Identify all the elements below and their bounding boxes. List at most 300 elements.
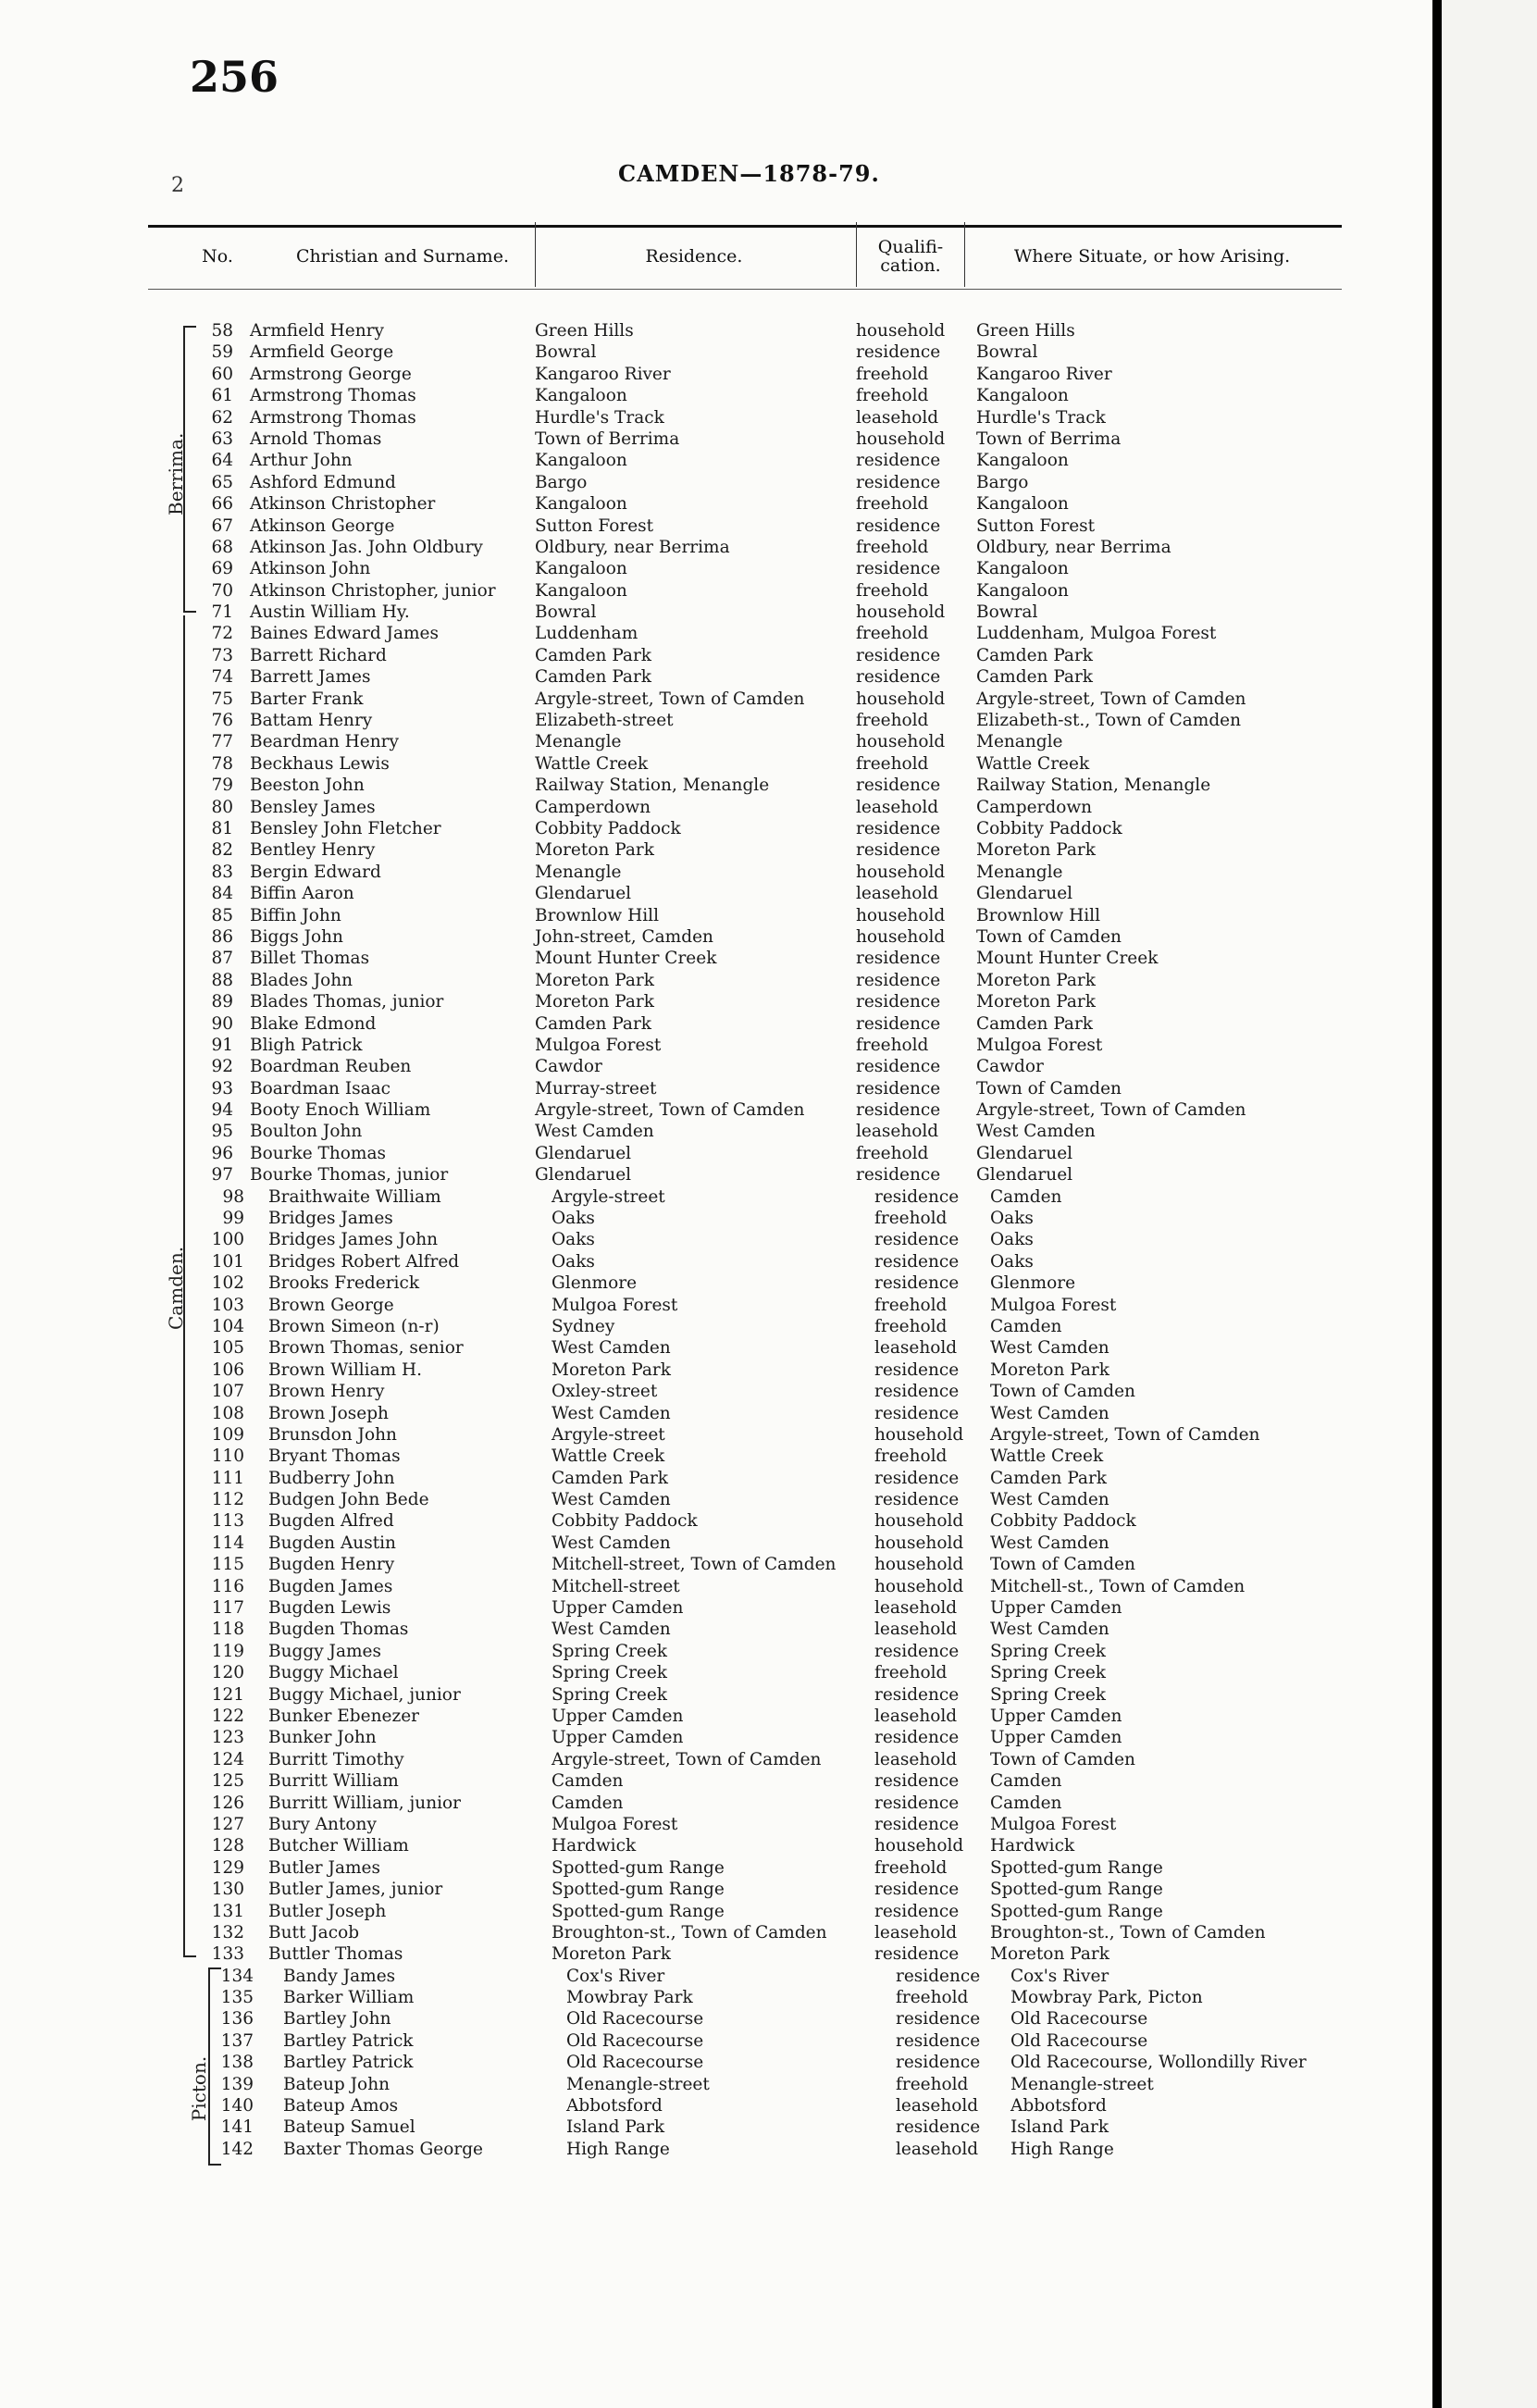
entry-qualification: household [856, 428, 946, 449]
entry-name: Beeston John [250, 776, 365, 796]
entry-where: Camden Park [976, 667, 1094, 688]
entry-name: Brooks Frederick [268, 1273, 420, 1294]
entry-number: 59 [211, 342, 233, 363]
table-row [0, 970, 1432, 991]
entry-number: 123 [211, 1728, 244, 1748]
entry-residence: Menangle [535, 862, 622, 882]
entry-where: Spotted-gum Range [990, 1857, 1163, 1878]
entry-residence: Upper Camden [552, 1707, 684, 1726]
place-label-picton: Picton. [188, 2055, 210, 2122]
entry-residence: Camden Park [552, 1468, 669, 1488]
entry-name: Atkinson George [250, 515, 395, 536]
entry-residence: Glendaruel [535, 1165, 632, 1185]
entry-qualification: residence [856, 1100, 941, 1121]
entry-number: 139 [220, 2074, 254, 2094]
entry-residence: Upper Camden [552, 1728, 684, 1748]
entry-qualification: residence [874, 1230, 960, 1250]
entry-number: 125 [211, 1771, 244, 1792]
entry-number: 90 [211, 1013, 233, 1034]
entry-where: Oaks [990, 1251, 1034, 1272]
table-row [0, 1793, 1432, 1814]
entry-qualification: freehold [856, 494, 929, 515]
table-row [0, 839, 1432, 861]
table-row [0, 818, 1432, 839]
entry-residence: Kangaloon [535, 451, 627, 471]
table-row [0, 1770, 1432, 1792]
adjacent-page-edge [1442, 0, 1537, 2408]
entry-number: 111 [211, 1468, 244, 1488]
entry-name: Armstrong Thomas [250, 407, 416, 428]
entry-where: Camden Park [976, 1013, 1094, 1034]
entry-where: Town of Camden [976, 1078, 1122, 1098]
entry-qualification: residence [874, 1186, 960, 1207]
entry-residence: Spotted-gum Range [552, 1880, 725, 1900]
table-row [0, 862, 1432, 883]
entry-name: Bourke Thomas [250, 1143, 386, 1163]
entry-name: Atkinson Christopher [250, 494, 436, 515]
entry-number: 81 [211, 818, 233, 838]
table-row [0, 1554, 1432, 1575]
entry-name: Bridges Robert Alfred [268, 1251, 460, 1272]
entry-qualification: residence [874, 1382, 960, 1402]
entry-name: Biggs John [250, 926, 343, 947]
table-row [0, 1186, 1432, 1208]
entry-number: 124 [211, 1749, 244, 1769]
entry-qualification: residence [856, 559, 941, 579]
table-row [0, 1099, 1432, 1121]
entry-name: Bartley Patrick [283, 2030, 414, 2051]
entry-residence: Bargo [535, 472, 588, 492]
entry-where: Spotted-gum Range [990, 1901, 1163, 1921]
entry-name: Biffin Aaron [250, 884, 354, 904]
entry-name: Brown Henry [268, 1382, 385, 1402]
entry-number: 87 [211, 949, 233, 969]
entry-residence: Glenmore [552, 1273, 638, 1294]
entry-qualification: residence [856, 451, 941, 471]
table-row [0, 1966, 1432, 1987]
table-row [0, 1208, 1432, 1229]
table-row [0, 537, 1432, 558]
entry-number: 74 [211, 667, 233, 688]
entry-name: Buttler Thomas [268, 1944, 403, 1965]
entry-name: Brown Simeon (n-r) [268, 1316, 440, 1336]
entry-name: Butler Joseph [268, 1901, 387, 1921]
entry-name: Burritt Timothy [268, 1749, 404, 1769]
entry-residence: West Camden [552, 1490, 671, 1510]
entry-where: Kangaloon [976, 386, 1069, 406]
entry-name: Bentley Henry [250, 840, 376, 861]
entry-residence: John-street, Camden [535, 926, 713, 947]
entry-number: 112 [211, 1490, 244, 1510]
table-row [0, 1359, 1432, 1381]
entry-number: 89 [211, 992, 233, 1012]
entry-where: Oaks [990, 1230, 1034, 1250]
entry-name: Arnold Thomas [250, 428, 382, 449]
entry-name: Brown George [268, 1295, 394, 1315]
entry-qualification: residence [874, 1490, 960, 1510]
entry-qualification: household [874, 1511, 964, 1532]
table-row [0, 2095, 1432, 2116]
entry-residence: Mowbray Park [566, 1988, 693, 2008]
table-row [0, 1641, 1432, 1662]
entry-residence: Moreton Park [552, 1359, 671, 1380]
entry-where: Kangaroo River [976, 364, 1112, 384]
entry-qualification: household [874, 1836, 964, 1856]
entry-name: Beardman Henry [250, 732, 399, 752]
entry-number: 61 [211, 386, 233, 406]
entry-residence: Moreton Park [552, 1944, 671, 1965]
entry-residence: West Camden [552, 1403, 671, 1423]
entry-qualification: residence [874, 1793, 960, 1813]
table-row [0, 1489, 1432, 1510]
entry-number: 77 [211, 732, 233, 752]
table-row [0, 883, 1432, 904]
entry-number: 126 [211, 1793, 244, 1813]
entry-where: Hardwick [990, 1836, 1075, 1856]
entry-number: 72 [211, 624, 233, 644]
entry-qualification: residence [856, 970, 941, 990]
entry-name: Austin William Hy. [250, 602, 410, 623]
entry-qualification: leasehold [874, 1922, 958, 1943]
entry-qualification: residence [856, 776, 941, 796]
entry-where: Town of Camden [976, 926, 1122, 947]
entry-where: Bowral [976, 342, 1038, 363]
table-row [0, 1251, 1432, 1272]
table-row [0, 2074, 1432, 2095]
entry-residence: Green Hills [535, 321, 634, 341]
header-no: No. [202, 246, 233, 267]
entry-residence: Kangaloon [535, 494, 627, 515]
entry-residence: Mulgoa Forest [552, 1295, 678, 1315]
entry-where: Oldbury, near Berrima [976, 537, 1171, 557]
entry-name: Bridges James John [268, 1230, 439, 1250]
entry-name: Bateup John [283, 2074, 390, 2094]
table-row [0, 385, 1432, 406]
entry-qualification: leasehold [856, 407, 939, 428]
entry-name: Blades Thomas, junior [250, 992, 444, 1012]
table-row [0, 1381, 1432, 1402]
entry-where: Brownlow Hill [976, 905, 1100, 925]
table-row [0, 926, 1432, 948]
entry-where: Kangaloon [976, 559, 1069, 579]
entry-name: Bourke Thomas, junior [250, 1165, 449, 1185]
entry-qualification: residence [874, 1403, 960, 1423]
entry-number: 118 [211, 1620, 244, 1640]
entry-number: 116 [211, 1576, 244, 1596]
entry-number: 133 [211, 1944, 244, 1965]
entry-name: Budgen John Bede [268, 1490, 429, 1510]
entry-number: 107 [211, 1382, 244, 1402]
entry-qualification: residence [874, 1944, 960, 1965]
entry-name: Bensley James [250, 797, 376, 817]
entry-where: Spring Creek [990, 1663, 1107, 1683]
entry-number: 71 [211, 602, 233, 623]
entry-residence: Menangle [535, 732, 622, 752]
entry-qualification: residence [856, 645, 941, 665]
entry-name: Atkinson Christopher, junior [250, 580, 496, 601]
tick-mark: 2 [171, 174, 184, 197]
entry-name: Bury Antony [268, 1814, 377, 1834]
table-row [0, 2139, 1432, 2160]
entry-residence: Wattle Creek [552, 1446, 665, 1467]
table-row [0, 2008, 1432, 2029]
table-row [0, 1229, 1432, 1250]
entry-where: Elizabeth-st., Town of Camden [976, 711, 1242, 731]
entry-where: Camperdown [976, 797, 1093, 817]
entry-qualification: residence [874, 1771, 960, 1792]
entry-name: Burritt William [268, 1771, 399, 1792]
header-qualification: Qualifi- cation. [877, 237, 944, 276]
table-row [0, 731, 1432, 752]
entry-where: Luddenham, Mulgoa Forest [976, 624, 1217, 644]
entry-where: West Camden [990, 1620, 1109, 1640]
entry-qualification: residence [856, 667, 941, 688]
entry-residence: Kangaloon [535, 580, 627, 601]
entry-qualification: residence [874, 1359, 960, 1380]
entry-name: Baines Edward James [250, 624, 439, 644]
entry-residence: Camden [552, 1793, 624, 1813]
entry-number: 134 [220, 1966, 254, 1986]
entry-qualification: freehold [874, 1446, 948, 1467]
entry-residence: Camden [552, 1771, 624, 1792]
table-row [0, 1814, 1432, 1835]
entry-name: Blake Edmond [250, 1013, 377, 1034]
entry-number: 86 [211, 926, 233, 947]
entry-where: Cawdor [976, 1057, 1044, 1077]
entry-residence: Kangaroo River [535, 364, 671, 384]
entry-residence: Cox's River [566, 1966, 665, 1986]
entry-where: Wattle Creek [976, 753, 1090, 774]
entry-name: Butcher William [268, 1836, 409, 1856]
header-name: Christian and Surname. [296, 246, 509, 267]
table-row [0, 1468, 1432, 1489]
entry-residence: Kangaloon [535, 559, 627, 579]
entry-qualification: leasehold [856, 884, 939, 904]
entry-qualification: residence [856, 949, 941, 969]
entry-name: Bligh Patrick [250, 1035, 363, 1055]
table-row [0, 1597, 1432, 1619]
entry-number: 114 [211, 1533, 244, 1553]
entry-where: Menangle [976, 862, 1063, 882]
entry-name: Boardman Isaac [250, 1078, 391, 1098]
entry-qualification: freehold [856, 1143, 929, 1163]
entry-residence: West Camden [552, 1620, 671, 1640]
table-row [0, 1164, 1432, 1185]
entry-number: 138 [220, 2053, 254, 2073]
entry-number: 136 [220, 2009, 254, 2029]
entry-qualification: freehold [856, 537, 929, 557]
entry-qualification: leasehold [856, 797, 939, 817]
entry-number: 131 [211, 1901, 244, 1921]
entry-name: Buggy Michael, junior [268, 1684, 461, 1705]
table-row [0, 407, 1432, 428]
entry-residence: Wattle Creek [535, 753, 649, 774]
entry-where: West Camden [990, 1403, 1109, 1423]
page-number: 256 [190, 52, 279, 102]
entry-qualification: residence [896, 2117, 981, 2138]
entry-name: Bryant Thomas [268, 1446, 401, 1467]
entry-qualification: freehold [874, 1857, 948, 1878]
entry-residence: Mount Hunter Creek [535, 949, 717, 969]
entry-qualification: residence [856, 992, 941, 1012]
entry-qualification: residence [856, 818, 941, 838]
entry-where: Abbotsford [1010, 2096, 1107, 2116]
entry-number: 68 [211, 537, 233, 557]
entry-qualification: residence [874, 1880, 960, 1900]
entry-residence: High Range [566, 2139, 670, 2159]
entry-where: Railway Station, Menangle [976, 776, 1211, 796]
table-row [0, 364, 1432, 385]
table-row [0, 2052, 1432, 2073]
entry-name: Buggy James [268, 1641, 381, 1661]
entry-where: West Camden [990, 1338, 1109, 1359]
entry-number: 140 [220, 2096, 254, 2116]
table-row [0, 1576, 1432, 1597]
entry-where: Camden [990, 1771, 1062, 1792]
entry-qualification: freehold [874, 1295, 948, 1315]
entry-residence: Cawdor [535, 1057, 602, 1077]
entry-qualification: residence [856, 1078, 941, 1098]
table-row [0, 1510, 1432, 1532]
entry-residence: Argyle-street, Town of Camden [535, 1100, 805, 1121]
entry-name: Boulton John [250, 1122, 363, 1142]
table-row [0, 1295, 1432, 1316]
entry-qualification: household [856, 905, 946, 925]
entry-number: 119 [211, 1641, 244, 1661]
entry-where: Sutton Forest [976, 515, 1096, 536]
table-row [0, 2116, 1432, 2138]
entry-where: High Range [1010, 2139, 1114, 2159]
entry-name: Bugden Austin [268, 1533, 396, 1553]
entry-qualification: leasehold [874, 1707, 958, 1726]
table-row [0, 602, 1432, 623]
entry-where: Spring Creek [990, 1641, 1107, 1661]
entry-name: Ashford Edmund [250, 472, 396, 492]
entry-where: Spring Creek [990, 1684, 1107, 1705]
entry-number: 104 [211, 1316, 244, 1336]
entry-where: Old Racecourse, Wollondilly River [1010, 2053, 1307, 2073]
entry-number: 85 [211, 905, 233, 925]
entry-number: 79 [211, 776, 233, 796]
entry-qualification: residence [896, 1966, 981, 1986]
entry-qualification: household [874, 1533, 964, 1553]
entry-where: Argyle-street, Town of Camden [976, 689, 1246, 709]
entry-qualification: residence [856, 472, 941, 492]
table-row [0, 428, 1432, 450]
entry-number: 75 [211, 689, 233, 709]
entry-number: 82 [211, 840, 233, 861]
entry-number: 129 [211, 1857, 244, 1878]
entry-number: 122 [211, 1707, 244, 1726]
entry-name: Burritt William, junior [268, 1793, 462, 1813]
entry-qualification: leasehold [874, 1338, 958, 1359]
entry-name: Bugden Thomas [268, 1620, 409, 1640]
entry-residence: Sutton Forest [535, 515, 654, 536]
entry-where: Bowral [976, 602, 1038, 623]
entry-where: Mulgoa Forest [976, 1035, 1103, 1055]
entry-where: Camden [990, 1793, 1062, 1813]
table-row [0, 1337, 1432, 1359]
entry-qualification: freehold [896, 2074, 969, 2094]
entry-qualification: leasehold [874, 1620, 958, 1640]
table-row [0, 666, 1432, 688]
entry-where: Menangle-street [1010, 2074, 1154, 2094]
entry-name: Bugden Henry [268, 1555, 395, 1575]
entry-number: 83 [211, 862, 233, 882]
entry-number: 65 [211, 472, 233, 492]
entry-where: Upper Camden [990, 1728, 1122, 1748]
entry-number: 62 [211, 407, 233, 428]
entry-number: 80 [211, 797, 233, 817]
entry-name: Bartley John [283, 2009, 391, 2029]
entry-qualification: residence [874, 1641, 960, 1661]
table-row [0, 341, 1432, 363]
entry-residence: Mulgoa Forest [552, 1814, 678, 1834]
table-row [0, 1987, 1432, 2008]
entry-qualification: leasehold [874, 1598, 958, 1619]
entry-number: 95 [211, 1122, 233, 1142]
table-row [0, 1835, 1432, 1856]
entry-name: Barrett Richard [250, 645, 387, 665]
entry-number: 67 [211, 515, 233, 536]
entry-name: Armfield Henry [250, 321, 384, 341]
table-row [0, 1727, 1432, 1748]
entry-name: Butler James [268, 1857, 380, 1878]
table-row [0, 450, 1432, 471]
entry-number: 88 [211, 970, 233, 990]
entry-qualification: leasehold [896, 2139, 979, 2159]
entry-qualification: freehold [856, 711, 929, 731]
entry-name: Braithwaite William [268, 1186, 441, 1207]
entry-residence: Bowral [535, 602, 597, 623]
table-row [0, 580, 1432, 602]
entry-name: Brown Thomas, senior [268, 1338, 464, 1359]
entry-number: 121 [211, 1684, 244, 1705]
entry-qualification: residence [874, 1901, 960, 1921]
entry-residence: Island Park [566, 2117, 665, 2138]
entry-qualification: residence [874, 1814, 960, 1834]
entry-number: 109 [211, 1424, 244, 1445]
entry-number: 76 [211, 711, 233, 731]
entry-name: Bugden James [268, 1576, 393, 1596]
entry-residence: Upper Camden [552, 1598, 684, 1619]
table-row [0, 515, 1432, 537]
table-row [0, 1035, 1432, 1056]
entry-residence: Oaks [552, 1230, 595, 1250]
entry-qualification: residence [856, 1057, 941, 1077]
table-row [0, 623, 1432, 644]
entry-where: Town of Camden [990, 1555, 1135, 1575]
entry-qualification: freehold [896, 1988, 969, 2008]
entry-qualification: residence [856, 515, 941, 536]
entry-qualification: residence [874, 1273, 960, 1294]
entry-name: Billet Thomas [250, 949, 370, 969]
table-row [0, 1403, 1432, 1424]
entry-residence: Kangaloon [535, 386, 627, 406]
entry-qualification: residence [856, 1013, 941, 1034]
entry-qualification: residence [896, 2009, 981, 2029]
entry-where: Mitchell-st., Town of Camden [990, 1576, 1246, 1596]
entry-where: Town of Berrima [976, 428, 1122, 449]
table-row [0, 1078, 1432, 1099]
entry-where: Hurdle's Track [976, 407, 1106, 428]
entry-residence: Luddenham [535, 624, 638, 644]
entry-where: Camden Park [990, 1468, 1108, 1488]
entry-residence: Moreton Park [535, 992, 654, 1012]
table-row [0, 1056, 1432, 1077]
header-bottom-rule [148, 289, 1342, 290]
table-row [0, 320, 1432, 341]
